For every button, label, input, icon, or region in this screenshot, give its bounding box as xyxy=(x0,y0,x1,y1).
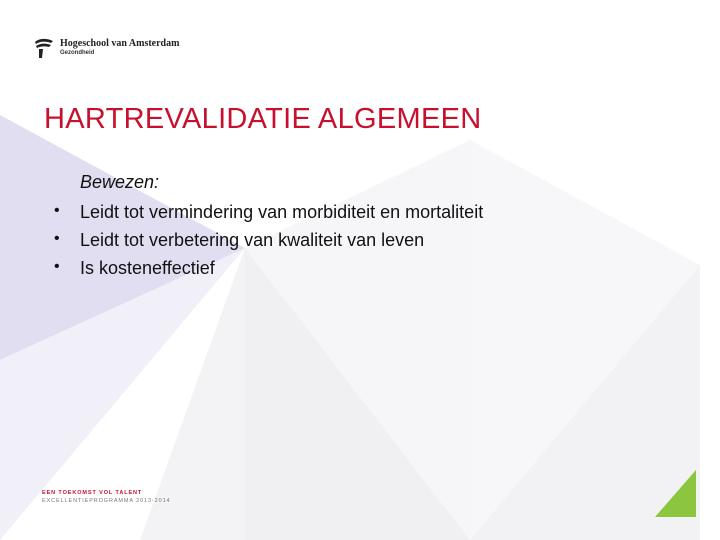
footer xyxy=(42,489,171,505)
bullet-text: Leidt tot vermindering van morbiditeit en mortaliteit xyxy=(80,202,484,222)
flame-stripes-logo-icon xyxy=(33,37,55,61)
bullet-dot-icon: • xyxy=(54,230,60,247)
logo-subtitle: Gezondheid xyxy=(60,50,95,56)
bullet-dot-icon: • xyxy=(54,258,60,275)
bullet-dot-icon: • xyxy=(54,202,60,219)
logo xyxy=(33,37,179,61)
footer-tagline: EEN TOEKOMST VOL TALENT xyxy=(42,490,143,496)
footer-program: EXCELLENTIEPROGRAMMA 2013-2014 xyxy=(42,498,171,504)
logo-name: Hogeschool van Amsterdam xyxy=(60,38,180,49)
slide-title: HARTREVALIDATIE ALGEMEEN xyxy=(44,103,482,135)
bullet-text: Is kosteneffectief xyxy=(80,258,215,278)
bullet-text: Leidt tot verbetering van kwaliteit van leven xyxy=(80,230,425,250)
content-heading: Bewezen: xyxy=(80,172,160,192)
